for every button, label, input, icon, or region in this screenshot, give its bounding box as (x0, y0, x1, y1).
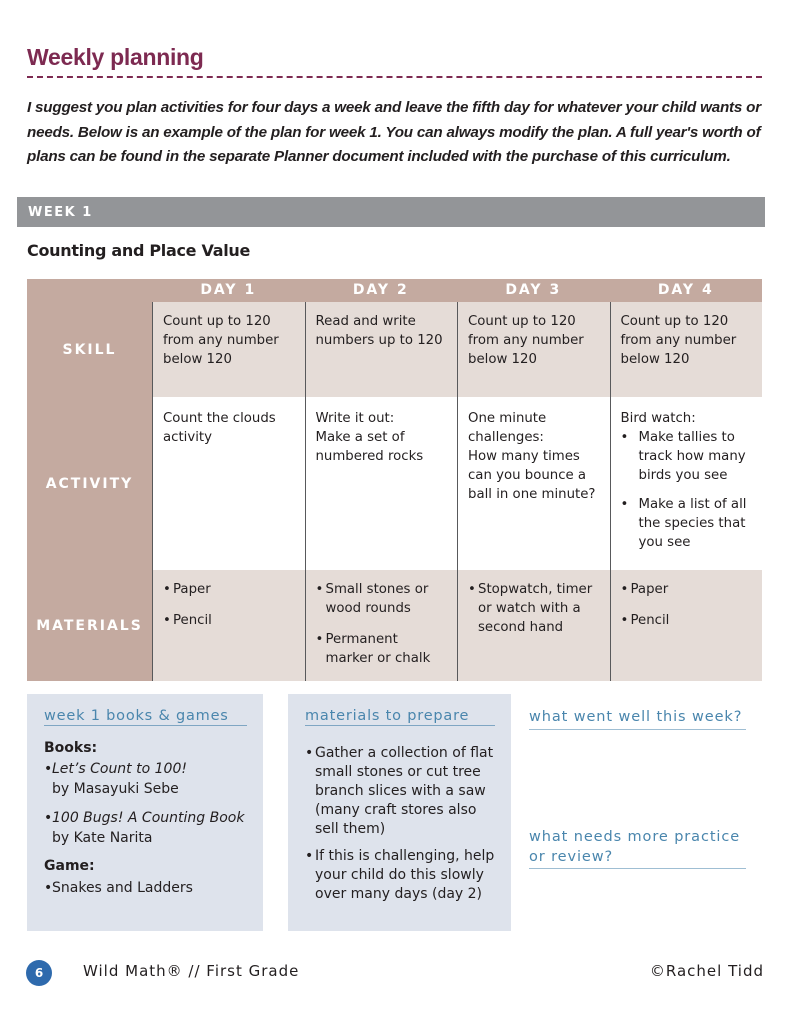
list-item: • Permanent marker or chalk (315, 632, 431, 666)
bullet-icon: • (305, 848, 314, 864)
title-divider (27, 76, 762, 78)
day-header: DAY 3 (505, 282, 562, 298)
book-author: by Masayuki Sebe (52, 780, 179, 797)
materials-cell (152, 570, 305, 681)
activity-text: Count the clouds activity (163, 411, 276, 445)
list-item: • Pencil (620, 613, 670, 628)
weekly-plan-table (27, 279, 762, 681)
list-item: • If this is challenging, help your child do this slowly over many days (day 2) (305, 848, 495, 902)
list-item: • Make a list of all the species that you see (620, 497, 747, 550)
activity-heading: One minute challenges: (468, 411, 547, 445)
row-label-materials: MATERIALS (27, 570, 152, 681)
game-item: • Snakes and Ladders (44, 880, 193, 896)
bullet-icon: • (620, 430, 629, 445)
bullet-icon: • (315, 582, 324, 597)
game-label: Game: (44, 858, 95, 874)
bullet-icon: • (620, 497, 629, 512)
footer-copyright: ©Rachel Tidd (649, 962, 764, 980)
books-games-box (27, 694, 263, 931)
bullet-icon: • (315, 632, 324, 647)
bullet-icon: • (44, 761, 53, 777)
list-item: • Gather a collection of flat small stones or cut tree branch slices with a saw (many craft stores also sell them) (305, 745, 494, 837)
skill-cell: Count up to 120 from any number below 120 (610, 302, 763, 397)
books-games-heading: week 1 books & games (44, 708, 247, 726)
bullet-icon: • (468, 582, 476, 597)
day-header: DAY 4 (657, 282, 714, 298)
activity-cell (305, 397, 458, 570)
day-header: DAY 2 (352, 282, 409, 298)
activity-bullets (621, 428, 755, 552)
skill-cell: Count up to 120 from any number below 120 (457, 302, 610, 397)
week-banner: WEEK 1 (17, 197, 765, 227)
materials-cell (457, 570, 610, 681)
list-item: • Small stones or wood rounds (315, 582, 429, 616)
page-title: Weekly planning (27, 44, 204, 70)
materials-prep-heading: materials to prepare (305, 708, 495, 726)
row-label-skill: SKILL (27, 302, 152, 397)
activity-heading: Write it out: (315, 411, 395, 426)
list-item: • Paper (620, 582, 669, 597)
page-number-badge: 6 (26, 960, 52, 986)
bullet-icon: • (163, 582, 171, 597)
list-item: • Pencil (163, 613, 212, 628)
materials-row (27, 570, 762, 681)
skill-cell: Count up to 120 from any number below 120 (152, 302, 305, 397)
materials-cell (610, 570, 763, 681)
bullet-icon: • (620, 582, 629, 597)
materials-cell (305, 570, 458, 681)
table-header-row (27, 279, 762, 302)
footer-title: Wild Math® // First Grade (83, 962, 300, 980)
activity-text: How many times can you bounce a ball in one minute? (468, 449, 596, 502)
activity-cell (457, 397, 610, 570)
books-list (44, 760, 247, 848)
activity-heading: Bird watch: (620, 411, 696, 426)
table-corner (27, 279, 152, 302)
row-label-activity: ACTIVITY (27, 397, 152, 570)
went-well-prompt: what went well this week? (529, 708, 746, 730)
book-author: by Kate Narita (52, 829, 153, 846)
list-item: • Stopwatch, timer or watch with a second hand (468, 582, 593, 635)
books-label: Books: (44, 740, 98, 756)
book-title: 100 Bugs! A Counting Book (52, 810, 245, 826)
bullet-icon: • (305, 745, 314, 761)
bullet-icon: • (44, 810, 53, 826)
bullet-icon: • (620, 613, 629, 628)
materials-prep-box (288, 694, 511, 931)
book-item (44, 760, 247, 799)
activity-text: Make a set of numbered rocks (315, 430, 424, 464)
skill-cell: Read and write numbers up to 120 (305, 302, 458, 397)
list-item: • Paper (163, 582, 211, 597)
activity-row (27, 397, 762, 570)
section-title: Counting and Place Value (27, 241, 251, 260)
needs-practice-prompt: what needs more practice or review? (529, 828, 746, 869)
prep-list (305, 744, 495, 904)
book-title: Let’s Count to 100! (52, 761, 187, 777)
list-item: • Make tallies to track how many birds you see (620, 430, 746, 483)
day-header: DAY 1 (200, 282, 257, 298)
skill-row (27, 302, 762, 397)
book-item (44, 809, 247, 848)
intro-paragraph: I suggest you plan activities for four days a week and leave the fifth day for whatever your child wants or needs. Below is an example of the plan for week 1. You can always modify the plan. A full year's worth of plans can be found in the separate Planner document included with the purchase of this curriculum. (27, 99, 761, 165)
bullet-icon: • (44, 880, 53, 896)
activity-cell (610, 397, 763, 570)
activity-cell (152, 397, 305, 570)
bullet-icon: • (163, 613, 171, 628)
